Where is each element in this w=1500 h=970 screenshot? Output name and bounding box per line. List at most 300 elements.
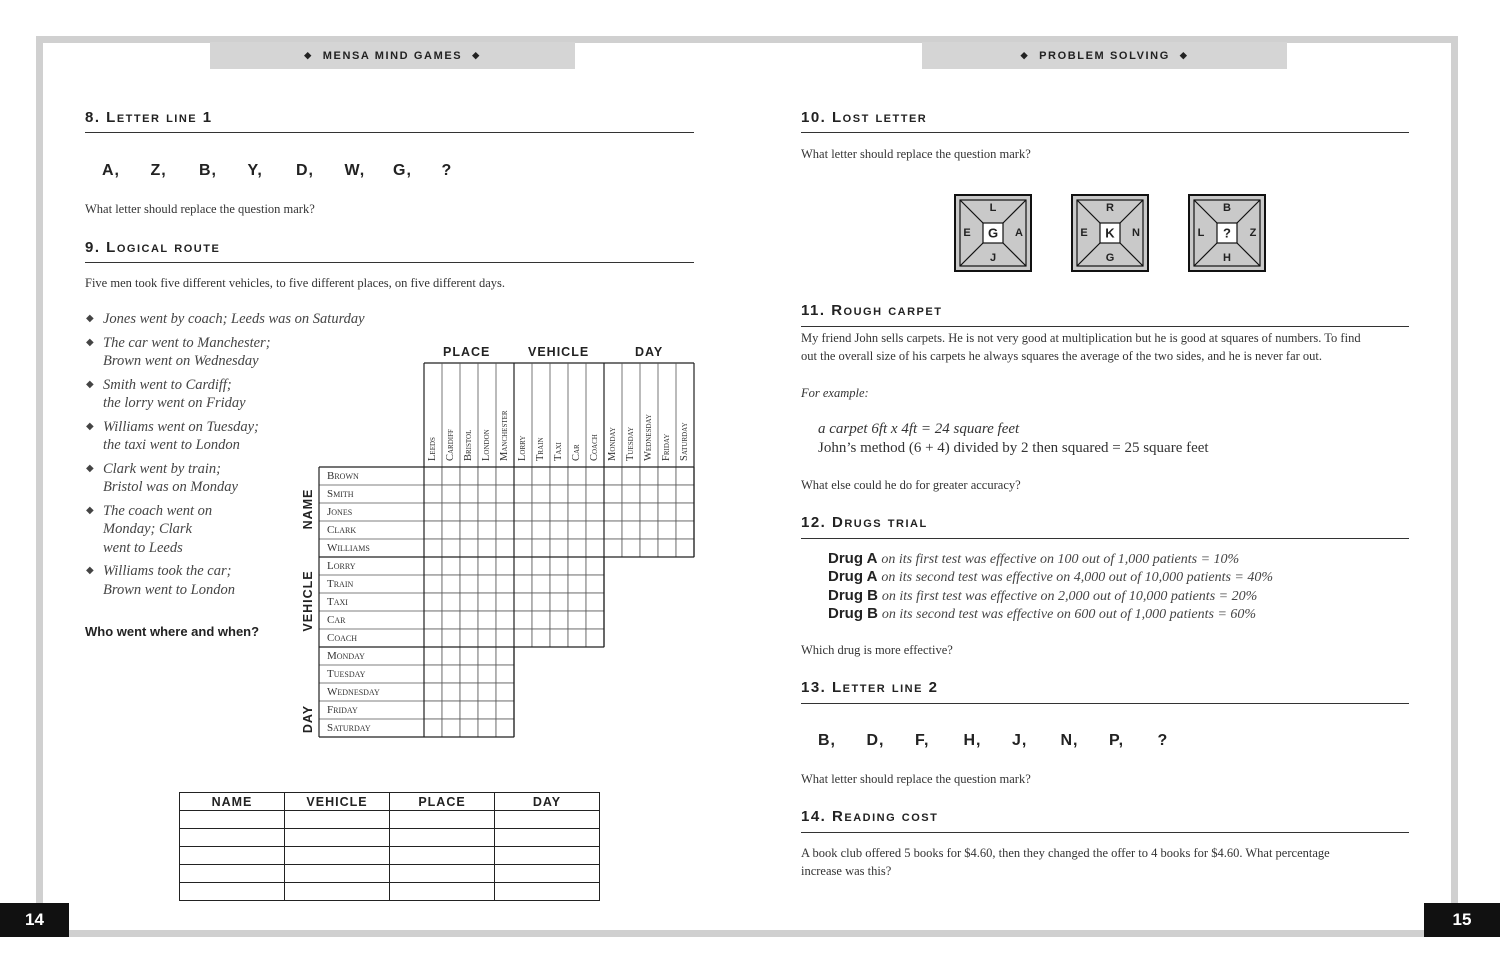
q11-example-line1: a carpet 6ft x 4ft = 24 square feet <box>818 421 1020 437</box>
grid-cell[interactable] <box>460 719 478 737</box>
diamond-icon: ◆ <box>1179 50 1189 60</box>
sequence-letter: B, <box>199 162 217 179</box>
answer-cell[interactable] <box>495 811 600 829</box>
sequence-letter: D, <box>866 732 885 749</box>
grid-column-label: Saturday <box>679 422 690 461</box>
q14-title: 14. Reading cost <box>801 808 939 825</box>
diamond-bullet-icon: ◆ <box>86 336 94 348</box>
answer-row <box>180 811 600 829</box>
q14-text-line1: A book club offered 5 books for $4.60, then they changed the offer to 4 books for $4.60. What percentage <box>801 846 1330 860</box>
clue-line: Smith went to Cardiff; <box>103 376 232 393</box>
grid-cell[interactable] <box>442 521 460 539</box>
grid-cell[interactable] <box>460 521 478 539</box>
grid-cell[interactable] <box>460 683 478 701</box>
drug-name: Drug A <box>828 550 878 567</box>
grid-cell[interactable] <box>478 701 496 719</box>
drug-line <box>828 549 1239 569</box>
box-letter-top: L <box>989 202 997 214</box>
grid-cell[interactable] <box>586 611 604 629</box>
grid-cell[interactable] <box>568 575 586 593</box>
q12-question: Which drug is more effective? <box>801 643 953 657</box>
answer-row <box>180 883 600 901</box>
q9-question: Who went where and when? <box>85 624 260 639</box>
letter-box <box>1188 194 1266 272</box>
q8-prompt: What letter should replace the question mark? <box>85 202 315 216</box>
grid-cell[interactable] <box>442 557 460 575</box>
clue-line: Monday; Clark <box>103 521 192 537</box>
grid-cell[interactable] <box>640 521 658 539</box>
diamond-bullet-icon: ◆ <box>86 420 94 432</box>
clue-line: Jones went by coach; Leeds was on Saturday <box>103 311 365 327</box>
grid-row-label: Saturday <box>327 722 371 734</box>
q9-intro: Five men took five different vehicles, to five different places, on five different days. <box>85 276 506 290</box>
sequence-letter: B, <box>818 732 836 749</box>
grid-column-label: Friday <box>661 433 672 461</box>
grid-cell[interactable] <box>442 683 460 701</box>
grid-cell[interactable] <box>550 503 568 521</box>
grid-cell[interactable] <box>460 701 478 719</box>
grid-cell[interactable] <box>478 575 496 593</box>
grid-cell[interactable] <box>424 575 442 593</box>
sequence-letter: Z, <box>150 162 167 179</box>
grid-cell[interactable] <box>424 503 442 521</box>
grid-column-label: Coach <box>589 434 600 461</box>
drug-line <box>828 604 1256 624</box>
q14-rule <box>801 832 1409 833</box>
box-letter-bottom: H <box>1223 252 1231 264</box>
diamond-icon: ◆ <box>1020 50 1030 60</box>
grid-cell[interactable] <box>604 485 622 503</box>
clue-line: the taxi went to London <box>103 437 240 453</box>
grid-cell[interactable] <box>532 593 550 611</box>
clue-line: Bristol was on Monday <box>103 479 238 495</box>
grid-cell[interactable] <box>550 485 568 503</box>
grid-row-label: Brown <box>327 470 359 482</box>
q11-title: 11. Rough carpet <box>801 302 943 319</box>
grid-column-label: London <box>481 429 492 461</box>
drug-line <box>828 586 1257 606</box>
answer-cell[interactable] <box>390 865 495 883</box>
sequence-letter: Y, <box>247 162 263 179</box>
answer-cell[interactable] <box>285 811 390 829</box>
q11-rule <box>801 326 1409 327</box>
drug-result: on its second test was effective on 4,000 out of 10,000 patients = 40% <box>881 570 1274 586</box>
grid-cell[interactable] <box>640 539 658 557</box>
grid-cell[interactable] <box>640 467 658 485</box>
grid-cell[interactable] <box>460 575 478 593</box>
grid-cell[interactable] <box>622 539 640 557</box>
grid-cell[interactable] <box>442 701 460 719</box>
clue-line: The coach went on <box>103 502 213 519</box>
sequence-letter: D, <box>296 162 314 179</box>
grid-cell[interactable] <box>424 719 442 737</box>
sequence-letter: A, <box>102 162 120 179</box>
grid-cell[interactable] <box>460 647 478 665</box>
grid-cell[interactable] <box>496 683 514 701</box>
grid-cell[interactable] <box>424 539 442 557</box>
answer-cell[interactable] <box>180 811 285 829</box>
clue-line: went to Leeds <box>103 539 183 556</box>
grid-row-label: Wednesday <box>327 686 380 698</box>
box-letter-center: ? <box>1223 225 1231 241</box>
q11-text-line2: out the overall size of his carpets he always squares the average of the two sides, and he is never far out. <box>801 349 1322 363</box>
grid-cell[interactable] <box>532 629 550 647</box>
grid-cell[interactable] <box>442 467 460 485</box>
grid-cell[interactable] <box>478 521 496 539</box>
grid-cell[interactable] <box>550 611 568 629</box>
grid-cell[interactable] <box>532 503 550 521</box>
grid-cell[interactable] <box>424 485 442 503</box>
grid-cell[interactable] <box>622 485 640 503</box>
grid-cell[interactable] <box>514 503 532 521</box>
answer-header-place: PLACE <box>390 793 495 811</box>
grid-cell[interactable] <box>658 539 676 557</box>
grid-cell[interactable] <box>586 503 604 521</box>
grid-column-label: Leeds <box>427 437 438 461</box>
sequence-letter: P, <box>1109 732 1125 749</box>
grid-column-label: Lorry <box>517 435 528 461</box>
grid-cell[interactable] <box>424 683 442 701</box>
grid-cell[interactable] <box>442 647 460 665</box>
grid-cell[interactable] <box>424 647 442 665</box>
grid-cell[interactable] <box>640 503 658 521</box>
grid-cell[interactable] <box>496 719 514 737</box>
sequence-letter: H, <box>963 732 982 749</box>
grid-cell[interactable] <box>550 539 568 557</box>
grid-cell[interactable] <box>460 485 478 503</box>
answer-cell[interactable] <box>180 829 285 847</box>
grid-cell[interactable] <box>478 665 496 683</box>
answer-cell[interactable] <box>285 829 390 847</box>
grid-cell[interactable] <box>550 629 568 647</box>
grid-cell[interactable] <box>532 611 550 629</box>
group-label-day: DAY <box>635 345 664 359</box>
grid-column-label: Train <box>535 437 546 461</box>
diamond-bullet-icon: ◆ <box>86 313 94 324</box>
clue-line: Williams took the car; <box>103 563 232 579</box>
answer-header-vehicle: VEHICLE <box>285 793 390 811</box>
q10-prompt: What letter should replace the question mark? <box>801 147 1031 161</box>
q9-title: 9. Logical route <box>85 239 221 256</box>
grid-column-label: Tuesday <box>625 426 636 461</box>
answer-cell[interactable] <box>180 865 285 883</box>
grid-cell[interactable] <box>622 467 640 485</box>
grid-cell[interactable] <box>532 575 550 593</box>
q11-example-label: For example: <box>801 386 869 400</box>
grid-cell[interactable] <box>442 611 460 629</box>
grid-cell[interactable] <box>424 593 442 611</box>
group-label-name: NAME <box>301 488 315 530</box>
grid-cell[interactable] <box>460 629 478 647</box>
group-label-vehicle: VEHICLE <box>528 345 590 359</box>
box-letter-top: R <box>1106 202 1114 214</box>
answer-cell[interactable] <box>390 811 495 829</box>
box-letter-center: G <box>987 225 999 241</box>
grid-cell[interactable] <box>604 503 622 521</box>
grid-cell[interactable] <box>424 629 442 647</box>
grid-cell[interactable] <box>478 683 496 701</box>
q11-question: What else could he do for greater accuracy? <box>801 478 1021 492</box>
answer-cell[interactable] <box>285 847 390 865</box>
grid-cell[interactable] <box>658 503 676 521</box>
grid-cell[interactable] <box>496 485 514 503</box>
grid-cell[interactable] <box>496 665 514 683</box>
grid-cell[interactable] <box>586 485 604 503</box>
grid-cell[interactable] <box>424 521 442 539</box>
grid-cell[interactable] <box>442 629 460 647</box>
box-letter-left: E <box>963 227 971 239</box>
q13-title: 13. Letter line 2 <box>801 679 939 696</box>
grid-cell[interactable] <box>478 647 496 665</box>
answer-row <box>180 847 600 865</box>
grid-cell[interactable] <box>424 611 442 629</box>
answer-cell[interactable] <box>495 865 600 883</box>
clue-line: Williams went on Tuesday; <box>103 418 259 435</box>
sequence-letter: W, <box>344 162 366 179</box>
grid-cell[interactable] <box>424 665 442 683</box>
grid-cell[interactable] <box>514 611 532 629</box>
q10-rule <box>801 132 1409 133</box>
box-letter-left: L <box>1197 227 1205 239</box>
grid-cell[interactable] <box>622 503 640 521</box>
grid-cell[interactable] <box>568 629 586 647</box>
grid-cell[interactable] <box>676 485 694 503</box>
answer-cell[interactable] <box>390 883 495 901</box>
grid-cell[interactable] <box>496 503 514 521</box>
grid-cell[interactable] <box>442 593 460 611</box>
grid-cell[interactable] <box>586 539 604 557</box>
grid-cell[interactable] <box>604 521 622 539</box>
grid-cell[interactable] <box>532 557 550 575</box>
grid-cell[interactable] <box>604 467 622 485</box>
sequence-letter: N, <box>1060 732 1079 749</box>
grid-cell[interactable] <box>460 665 478 683</box>
grid-cell[interactable] <box>568 485 586 503</box>
grid-column-label: Car <box>571 444 582 461</box>
grid-cell[interactable] <box>442 665 460 683</box>
grid-cell[interactable] <box>622 521 640 539</box>
q8-title: 8. Letter line 1 <box>85 109 213 126</box>
grid-cell[interactable] <box>424 557 442 575</box>
grid-cell[interactable] <box>514 629 532 647</box>
grid-cell[interactable] <box>568 611 586 629</box>
grid-cell[interactable] <box>460 593 478 611</box>
grid-cell[interactable] <box>658 485 676 503</box>
diamond-bullet-icon: ◆ <box>86 504 94 516</box>
answer-row <box>180 865 600 883</box>
drug-name: Drug A <box>828 568 878 586</box>
sequence-letter: G, <box>393 162 412 179</box>
grid-row-label: Train <box>327 578 354 590</box>
q10-title: 10. Lost letter <box>801 109 928 126</box>
grid-cell[interactable] <box>478 719 496 737</box>
sequence-letter: J, <box>1012 732 1028 749</box>
diamond-bullet-icon: ◆ <box>86 378 94 390</box>
grid-cell[interactable] <box>532 539 550 557</box>
sequence-letter: F, <box>915 732 930 749</box>
grid-cell[interactable] <box>478 485 496 503</box>
grid-cell[interactable] <box>568 557 586 575</box>
answer-header-day: DAY <box>495 793 600 811</box>
group-label-vehicle-row: VEHICLE <box>301 570 315 632</box>
grid-cell[interactable] <box>568 521 586 539</box>
grid-cell[interactable] <box>442 539 460 557</box>
answer-header-name: NAME <box>180 793 285 811</box>
grid-cell[interactable] <box>586 467 604 485</box>
q13-rule <box>801 703 1409 704</box>
grid-row-label: Clark <box>327 524 357 536</box>
grid-cell[interactable] <box>676 539 694 557</box>
grid-cell[interactable] <box>514 521 532 539</box>
grid-cell[interactable] <box>424 701 442 719</box>
grid-cell[interactable] <box>640 485 658 503</box>
grid-cell[interactable] <box>478 611 496 629</box>
grid-cell[interactable] <box>496 701 514 719</box>
grid-cell[interactable] <box>442 575 460 593</box>
q11-example-line2: John’s method (6 + 4) divided by 2 then squared = 25 square feet <box>818 440 1209 456</box>
q12-rule <box>801 538 1409 539</box>
grid-cell[interactable] <box>442 719 460 737</box>
grid-cell[interactable] <box>496 467 514 485</box>
grid-cell[interactable] <box>676 521 694 539</box>
grid-column-label: Wednesday <box>643 414 654 461</box>
box-letter-center: K <box>1105 225 1115 241</box>
grid-cell[interactable] <box>496 557 514 575</box>
grid-cell[interactable] <box>676 467 694 485</box>
grid-cell[interactable] <box>532 467 550 485</box>
group-label-place: PLACE <box>443 345 491 359</box>
grid-cell[interactable] <box>478 629 496 647</box>
answer-cell[interactable] <box>495 829 600 847</box>
grid-cell[interactable] <box>658 521 676 539</box>
grid-cell[interactable] <box>478 503 496 521</box>
q14-text-line2: increase was this? <box>801 864 892 878</box>
drug-result: on its first test was effective on 2,000 out of 10,000 patients = 20% <box>881 588 1258 604</box>
q11-text-line1: My friend John sells carpets. He is not very good at multiplication but he is good at squares of numbers. To find <box>801 331 1361 345</box>
box-letter-bottom: G <box>1105 252 1115 264</box>
grid-cell[interactable] <box>568 503 586 521</box>
grid-cell[interactable] <box>460 611 478 629</box>
grid-cell[interactable] <box>658 467 676 485</box>
grid-cell[interactable] <box>514 593 532 611</box>
grid-cell[interactable] <box>496 575 514 593</box>
clue-line: the lorry went on Friday <box>103 395 246 411</box>
answer-cell[interactable] <box>285 865 390 883</box>
box-letter-right: Z <box>1249 227 1257 239</box>
answer-cell[interactable] <box>495 847 600 865</box>
answer-cell[interactable] <box>180 883 285 901</box>
grid-cell[interactable] <box>550 593 568 611</box>
grid-cell[interactable] <box>460 503 478 521</box>
grid-cell[interactable] <box>460 467 478 485</box>
letter-box <box>1071 194 1149 272</box>
grid-cell[interactable] <box>460 557 478 575</box>
page-number-right: 15 <box>1424 903 1500 937</box>
grid-cell[interactable] <box>550 467 568 485</box>
grid-cell[interactable] <box>514 467 532 485</box>
grid-cell[interactable] <box>514 539 532 557</box>
grid-cell[interactable] <box>586 629 604 647</box>
drug-name: Drug B <box>828 586 878 604</box>
grid-cell[interactable] <box>676 503 694 521</box>
grid-cell[interactable] <box>478 557 496 575</box>
grid-row-label: Taxi <box>327 596 348 608</box>
diamond-bullet-icon: ◆ <box>86 565 94 576</box>
q13-prompt: What letter should replace the question mark? <box>801 772 1031 786</box>
answer-cell[interactable] <box>285 883 390 901</box>
grid-row-label: Car <box>327 614 346 626</box>
box-letter-right: A <box>1015 227 1023 239</box>
grid-cell[interactable] <box>496 611 514 629</box>
grid-cell[interactable] <box>550 575 568 593</box>
grid-cell[interactable] <box>514 485 532 503</box>
grid-cell[interactable] <box>514 557 532 575</box>
grid-column-label: Bristol <box>463 429 474 461</box>
answer-cell[interactable] <box>180 847 285 865</box>
diamond-bullet-icon: ◆ <box>86 462 94 474</box>
diamond-icon: ◆ <box>472 50 481 60</box>
grid-cell[interactable] <box>496 539 514 557</box>
answer-row <box>180 829 600 847</box>
grid-cell[interactable] <box>424 467 442 485</box>
grid-cell[interactable] <box>550 557 568 575</box>
grid-row-label: Jones <box>327 506 353 518</box>
header-left-text: MENSA MIND GAMES <box>322 49 463 62</box>
grid-cell[interactable] <box>586 557 604 575</box>
group-label-day-row: DAY <box>301 704 315 734</box>
answer-cell[interactable] <box>390 829 495 847</box>
grid-cell[interactable] <box>568 539 586 557</box>
grid-cell[interactable] <box>442 485 460 503</box>
grid-cell[interactable] <box>442 503 460 521</box>
grid-row-label: Lorry <box>327 560 356 572</box>
grid-cell[interactable] <box>532 485 550 503</box>
grid-row-label: Monday <box>327 650 365 662</box>
grid-cell[interactable] <box>568 593 586 611</box>
answer-cell[interactable] <box>495 883 600 901</box>
grid-cell[interactable] <box>532 521 550 539</box>
answer-cell[interactable] <box>390 847 495 865</box>
grid-cell[interactable] <box>550 521 568 539</box>
grid-cell[interactable] <box>604 539 622 557</box>
drug-result: on its second test was effective on 600 out of 1,000 patients = 60% <box>881 607 1257 623</box>
sequence-letter: ? <box>441 162 453 179</box>
grid-cell[interactable] <box>586 593 604 611</box>
grid-column-label: Taxi <box>553 442 564 461</box>
clue-line: Clark went by train; <box>103 460 222 477</box>
grid-row-label: Coach <box>327 632 358 644</box>
page-number-left: 14 <box>0 903 69 937</box>
grid-cell[interactable] <box>496 521 514 539</box>
box-letter-left: E <box>1080 227 1088 239</box>
grid-column-label: Monday <box>607 427 618 461</box>
grid-cell[interactable] <box>478 539 496 557</box>
sequence-letter: ? <box>1157 732 1169 749</box>
grid-cell[interactable] <box>514 575 532 593</box>
grid-cell[interactable] <box>496 647 514 665</box>
grid-cell[interactable] <box>568 467 586 485</box>
grid-cell[interactable] <box>586 521 604 539</box>
diamond-icon: ◆ <box>304 50 313 60</box>
grid-cell[interactable] <box>460 539 478 557</box>
grid-column-label: Manchester <box>499 410 510 461</box>
grid-cell[interactable] <box>586 575 604 593</box>
grid-cell[interactable] <box>496 593 514 611</box>
box-letter-right: N <box>1132 227 1140 239</box>
grid-cell[interactable] <box>478 593 496 611</box>
grid-cell[interactable] <box>496 629 514 647</box>
grid-cell[interactable] <box>478 467 496 485</box>
